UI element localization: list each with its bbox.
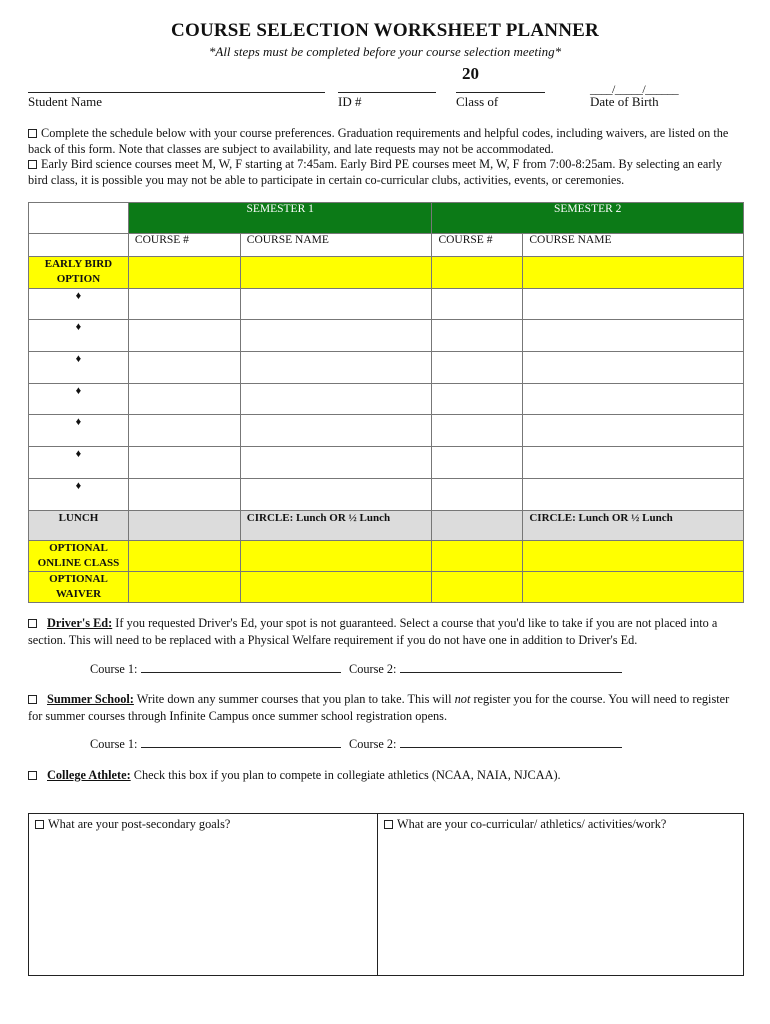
summer-course-2 xyxy=(349,736,622,752)
period-s1-num[interactable] xyxy=(128,415,240,447)
drivers-ed-text: If you requested Driver's Ed, your spot is not guaranteed. Select a course that you'd like to take if you are not placed into a section. This will need to be replaced with a Physical Welfare requirement if you do not have one in addition to Driver's Ed. xyxy=(28,616,718,647)
online-class-label: OPTIONAL ONLINE CLASS xyxy=(29,541,129,572)
s1-course-num-header: COURSE # xyxy=(128,234,240,257)
college-athlete-title: College Athlete: xyxy=(47,768,131,782)
online-s1-num[interactable] xyxy=(128,541,240,572)
summer-course-1 xyxy=(90,736,341,752)
summer-school-not: not xyxy=(454,692,471,706)
summer-course-2-label: Course 2: xyxy=(349,737,397,751)
page-title: COURSE SELECTION WORKSHEET PLANNER xyxy=(171,20,599,41)
lunch-s1-num xyxy=(128,511,240,541)
early-bird-s1-num[interactable] xyxy=(128,257,240,289)
waiver-s1-name[interactable] xyxy=(240,572,432,603)
period-s2-num[interactable] xyxy=(432,384,523,415)
drivers-ed-course-1-label: Course 1: xyxy=(90,662,138,676)
id-field[interactable] xyxy=(338,92,436,93)
period-s1-name[interactable] xyxy=(240,352,432,384)
period-bullet: ♦ xyxy=(29,415,129,447)
period-s2-num[interactable] xyxy=(432,479,523,511)
class-of-field[interactable] xyxy=(456,92,545,93)
period-s1-num[interactable] xyxy=(128,447,240,479)
summer-school-text-2: register you for the course. You will need to register for summer courses through Infinite Campus once summer school registration opens. xyxy=(28,692,730,723)
drivers-ed-checkbox[interactable] xyxy=(28,619,37,628)
s2-course-num-header: COURSE # xyxy=(432,234,523,257)
period-s2-num[interactable] xyxy=(432,289,523,320)
drivers-ed-course-2 xyxy=(349,661,622,677)
page-subtitle: *All steps must be completed before your course selection meeting* xyxy=(208,44,562,59)
period-s2-num[interactable] xyxy=(432,447,523,479)
period-s2-name[interactable] xyxy=(523,447,744,479)
early-bird-s2-num[interactable] xyxy=(432,257,523,289)
goals-box[interactable] xyxy=(28,813,378,976)
period-bullet: ♦ xyxy=(29,384,129,415)
period-s1-name[interactable] xyxy=(240,289,432,320)
online-s2-name[interactable] xyxy=(523,541,744,572)
summer-school-section xyxy=(28,691,744,725)
period-bullet: ♦ xyxy=(29,289,129,320)
college-athlete-text: Check this box if you plan to compete in collegiate athletics (NCAA, NAIA, NJCAA). xyxy=(130,768,561,782)
instructions-2-text: Early Bird science courses meet M, W, F starting at 7:45am. Early Bird PE courses meet M, W, F from 7:00-8:25am. By selecting an early bird class, it is possible you may not be able to participate in certain co-curricular clubs, activities, events, or ceremonies. xyxy=(28,157,722,187)
period-s2-num[interactable] xyxy=(432,415,523,447)
dob-field[interactable]: ____/_____/______ xyxy=(590,82,679,96)
waiver-s2-name[interactable] xyxy=(523,572,744,603)
early-bird-s2-name[interactable] xyxy=(523,257,744,289)
waiver-label: OPTIONAL WAIVER xyxy=(29,572,129,603)
period-s1-num[interactable] xyxy=(128,289,240,320)
online-s1-name[interactable] xyxy=(240,541,432,572)
activities-checkbox[interactable] xyxy=(384,820,393,829)
early-bird-s1-name[interactable] xyxy=(240,257,432,289)
period-s1-name[interactable] xyxy=(240,479,432,511)
lunch-s1-circle[interactable]: CIRCLE: Lunch OR ½ Lunch xyxy=(240,511,432,541)
drivers-ed-title: Driver's Ed: xyxy=(47,616,113,630)
dob-label: Date of Birth xyxy=(590,94,659,109)
period-s1-name[interactable] xyxy=(240,415,432,447)
drivers-ed-section xyxy=(28,615,744,649)
period-bullet: ♦ xyxy=(29,352,129,384)
early-bird-label: EARLY BIRD OPTION xyxy=(29,257,129,289)
period-s2-name[interactable] xyxy=(523,352,744,384)
drivers-ed-course-1 xyxy=(90,661,341,677)
waiver-s2-num[interactable] xyxy=(432,572,523,603)
waiver-s1-num[interactable] xyxy=(128,572,240,603)
period-s2-name[interactable] xyxy=(523,415,744,447)
period-bullet: ♦ xyxy=(29,320,129,352)
semester-2-header: SEMESTER 2 xyxy=(432,203,744,234)
instructions-1-text: Complete the schedule below with your course preferences. Graduation requirements and helpful codes, including waivers, are listed on the back of this form. Note that classes are subject to availability, and late requests may not be accommodated. xyxy=(28,126,729,156)
period-s1-name[interactable] xyxy=(240,447,432,479)
online-s2-num[interactable] xyxy=(432,541,523,572)
period-bullet: ♦ xyxy=(29,479,129,511)
id-label: ID # xyxy=(338,94,362,109)
activities-question: What are your co-curricular/ athletics/ activities/work? xyxy=(397,817,667,831)
summer-school-text-1: Write down any summer courses that you plan to take. This will xyxy=(133,692,455,706)
period-s2-num[interactable] xyxy=(432,320,523,352)
summer-school-checkbox[interactable] xyxy=(28,695,37,704)
summer-course-2-field[interactable] xyxy=(400,736,622,748)
lunch-s2-num xyxy=(432,511,523,541)
instructions-1 xyxy=(28,126,743,157)
student-name-label: Student Name xyxy=(28,94,103,109)
drivers-ed-course-2-field[interactable] xyxy=(400,661,622,673)
instructions-2 xyxy=(28,157,743,188)
s1-course-name-header: COURSE NAME xyxy=(240,234,432,257)
summer-school-title: Summer School: xyxy=(47,692,134,706)
period-s1-name[interactable] xyxy=(240,320,432,352)
schedule-table xyxy=(28,202,744,603)
goals-checkbox[interactable] xyxy=(35,820,44,829)
summer-course-1-field[interactable] xyxy=(141,736,341,748)
semester-1-header: SEMESTER 1 xyxy=(128,203,432,234)
drivers-ed-course-1-field[interactable] xyxy=(141,661,341,673)
period-s1-name[interactable] xyxy=(240,384,432,415)
class-of-label: Class of xyxy=(456,94,499,109)
goals-question: What are your post-secondary goals? xyxy=(48,817,231,831)
period-s1-num[interactable] xyxy=(128,384,240,415)
instructions-2-checkbox[interactable] xyxy=(28,160,37,169)
lunch-s2-circle[interactable]: CIRCLE: Lunch OR ½ Lunch xyxy=(523,511,744,541)
student-name-field[interactable] xyxy=(28,92,325,93)
college-athlete-checkbox[interactable] xyxy=(28,771,37,780)
corner-cell xyxy=(29,203,129,234)
period-s1-num[interactable] xyxy=(128,479,240,511)
summer-course-1-label: Course 1: xyxy=(90,737,138,751)
period-bullet: ♦ xyxy=(29,447,129,479)
college-athlete-section xyxy=(28,767,744,784)
class-of-year-prefix: 20 xyxy=(462,64,479,83)
period-s2-num[interactable] xyxy=(432,352,523,384)
period-s2-name[interactable] xyxy=(523,384,744,415)
activities-box[interactable] xyxy=(377,813,744,976)
lunch-label: LUNCH xyxy=(29,511,129,541)
period-s2-name[interactable] xyxy=(523,289,744,320)
period-s2-name[interactable] xyxy=(523,320,744,352)
s2-course-name-header: COURSE NAME xyxy=(523,234,744,257)
instructions-1-checkbox[interactable] xyxy=(28,129,37,138)
period-s1-num[interactable] xyxy=(128,352,240,384)
blank-label-cell xyxy=(29,234,129,257)
drivers-ed-course-2-label: Course 2: xyxy=(349,662,397,676)
period-s1-num[interactable] xyxy=(128,320,240,352)
period-s2-name[interactable] xyxy=(523,479,744,511)
